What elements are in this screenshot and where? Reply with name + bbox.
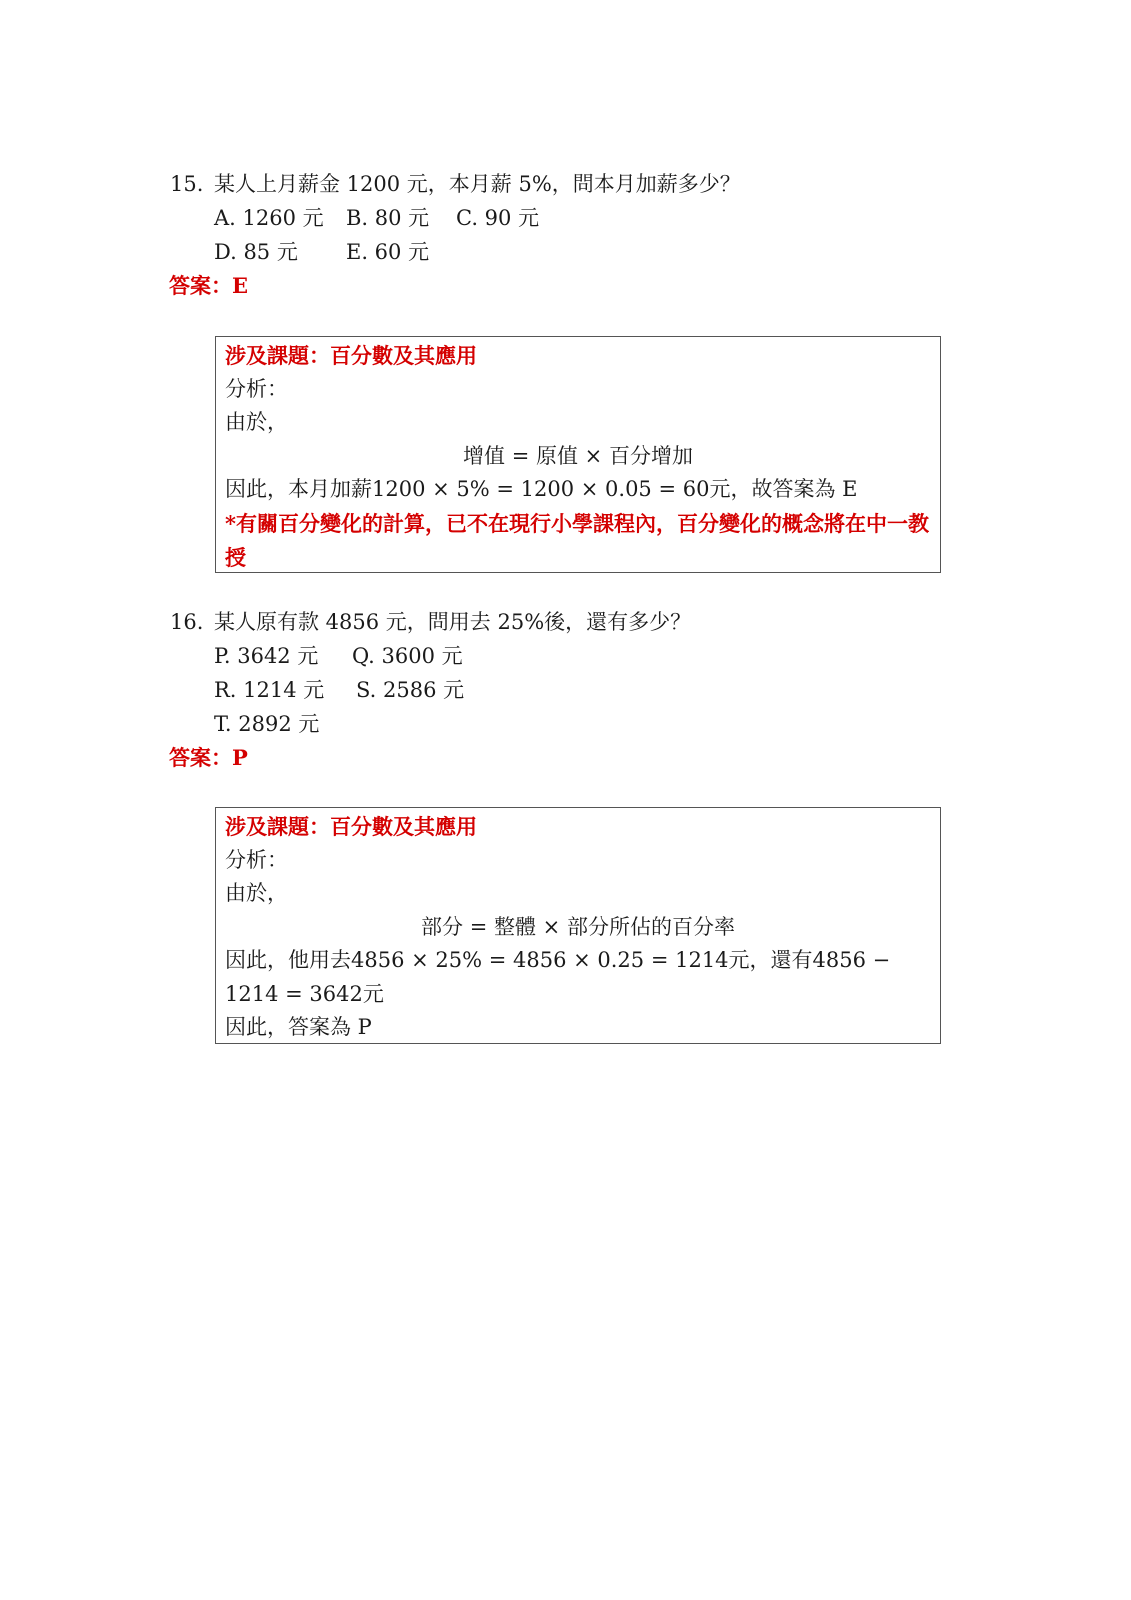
option-row <box>170 707 970 741</box>
option-d: D. 85 元 <box>214 240 298 264</box>
option-a: A. 1260 元 <box>214 206 324 230</box>
option-e: E. 60 元 <box>346 240 430 264</box>
answer-label: 答案：P <box>169 745 248 770</box>
option-p: P. 3642 元 <box>214 644 319 668</box>
since-label: 由於， <box>225 881 288 905</box>
analysis-box-16 <box>215 807 941 1044</box>
answer-label: 答案：E <box>169 273 249 298</box>
working-line: 因此，本月加薪1200 × 5% = 1200 × 0.05 = 60元，故答案為 E <box>225 477 858 501</box>
working-line-continued: 1214 = 3642元 <box>225 981 384 1006</box>
question-stem <box>170 167 970 201</box>
option-b: B. 80 元 <box>346 206 430 230</box>
analysis-box-15 <box>215 336 941 573</box>
option-q: Q. 3600 元 <box>352 644 463 668</box>
curriculum-note: *有關百分變化的計算，已不在現行小學課程內，百分變化的概念將在中一教授 <box>225 510 929 570</box>
option-c: C. 90 元 <box>456 206 540 230</box>
question-text: 某人原有款 4856 元，問用去 25%後，還有多少？ <box>214 610 692 634</box>
option-row <box>170 235 970 269</box>
since-label: 由於， <box>225 410 288 434</box>
option-row <box>170 673 970 707</box>
question-stem <box>170 605 970 639</box>
question-text: 某人上月薪金 1200 元，本月薪 5%，問本月加薪多少？ <box>214 172 741 196</box>
option-s: S. 2586 元 <box>356 678 465 702</box>
option-r: R. 1214 元 <box>214 678 325 702</box>
option-row <box>170 639 970 673</box>
topic-heading: 涉及課題：百分數及其應用 <box>225 814 477 839</box>
option-t: T. 2892 元 <box>214 712 320 736</box>
question-15 <box>170 167 970 303</box>
question-number: 16. <box>170 610 204 634</box>
formula-line: 部分 = 整體 × 部分所佔的百分率 <box>421 914 735 939</box>
analysis-label: 分析： <box>225 376 288 401</box>
analysis-label: 分析： <box>225 847 288 872</box>
topic-heading: 涉及課題：百分數及其應用 <box>225 343 477 368</box>
question-number: 15. <box>170 172 204 196</box>
option-row <box>170 201 970 235</box>
question-16 <box>170 605 970 775</box>
formula-line: 增值 = 原值 × 百分增加 <box>463 443 693 468</box>
working-line: 因此，他用去4856 × 25% = 4856 × 0.25 = 1214元，還有4856 − <box>225 948 891 972</box>
conclusion-line: 因此，答案為 P <box>225 1015 372 1039</box>
